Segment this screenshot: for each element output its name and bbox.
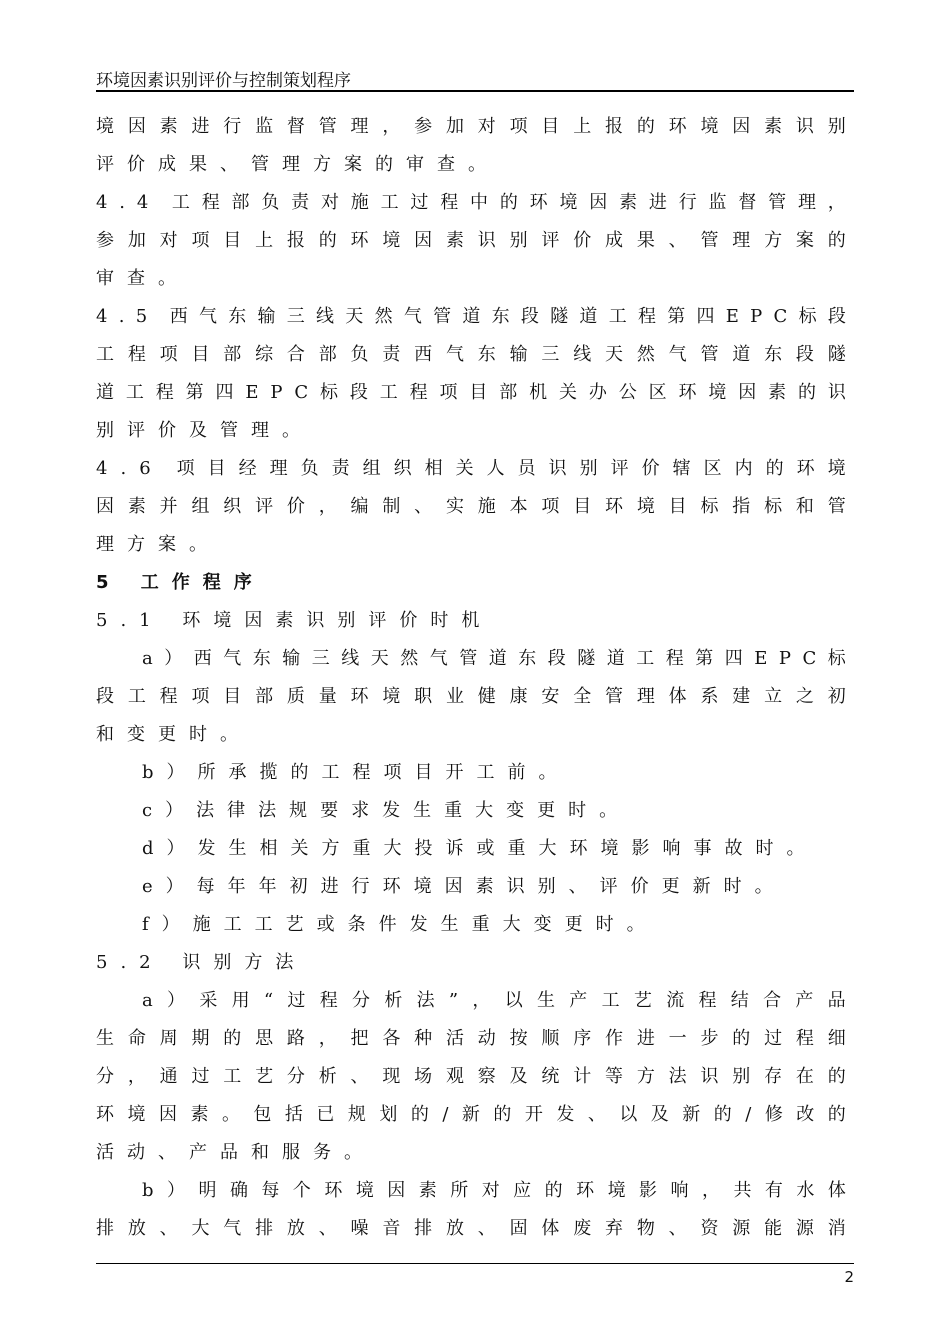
list-item-f: f）施工工艺或条件发生重大变更时。 — [142, 914, 658, 935]
section-4-6: 4 . 6 项 目 经 理 负 责 组 织 相 关 人 员 识 别 评 价 辖 区 内 的 环 境 — [96, 458, 846, 479]
text-line: 分 ， 通 过 工 艺 分 析 、 现 场 观 察 及 统 计 等 方 法 识 别 存 在 的 — [96, 1066, 846, 1087]
text-line: 生 命 周 期 的 思 路 ， 把 各 种 活 动 按 顺 序 作 进 一 步 的 过 程 细 — [96, 1028, 846, 1049]
text-line: 排 放 、 大 气 排 放 、 噪 音 排 放 、 固 体 废 弃 物 、 资 源 能 源 消 — [96, 1218, 846, 1239]
section-4-5: 4 . 5 西 气 东 输 三 线 天 然 气 管 道 东 段 隧 道 工 程 第 四 E P C 标 段 — [96, 306, 846, 327]
text-line: 环 境 因 素 。 包 括 已 规 划 的 / 新 的 开 发 、 以 及 新 的 / 修 改 的 — [96, 1104, 846, 1125]
document-body — [96, 108, 846, 1248]
text-line: 境 因 素 进 行 监 督 管 理 ， 参 加 对 项 目 上 报 的 环 境 因 素 识 别 — [96, 116, 846, 137]
text-line: 别评价及管理。 — [96, 420, 313, 441]
text-line: 评价成果、管理方案的审查。 — [96, 154, 499, 175]
text-line: 活动、产品和服务。 — [96, 1142, 375, 1163]
text-line: 工 程 项 目 部 综 合 部 负 责 西 气 东 输 三 线 天 然 气 管 道 东 段 隧 — [96, 344, 846, 365]
text-line: 理方案。 — [96, 534, 220, 555]
text-line: 段 工 程 项 目 部 质 量 环 境 职 业 健 康 安 全 管 理 体 系 建 立 之 初 — [96, 686, 846, 707]
text-line: 审查。 — [96, 268, 189, 289]
text-line: 和变更时。 — [96, 724, 251, 745]
text-line: 道 工 程 第 四 E P C 标 段 工 程 项 目 部 机 关 办 公 区 环 境 因 素 的 识 — [96, 382, 846, 403]
list-item-b: b）所承揽的工程项目开工前。 — [142, 762, 570, 783]
page-number: 2 — [844, 1268, 854, 1286]
section-4-4: 4 . 4 工 程 部 负 责 对 施 工 过 程 中 的 环 境 因 素 进 行 监 督 管 理 ， — [96, 192, 846, 213]
list-item-e: e）每年年初进行环境因素识别、评价更新时。 — [142, 876, 786, 897]
text-line: 因 素 并 组 织 评 价 ， 编 制 、 实 施 本 项 目 环 境 目 标 指 标 和 管 — [96, 496, 846, 517]
list-item-c: c）法律法规要求发生重大变更时。 — [142, 800, 631, 821]
text-line: 参 加 对 项 目 上 报 的 环 境 因 素 识 别 评 价 成 果 、 管 理 方 案 的 — [96, 230, 846, 251]
page-header — [96, 64, 854, 92]
method-item-b: b ） 明 确 每 个 环 境 因 素 所 对 应 的 环 境 影 响 ， 共 有 水 体 — [142, 1180, 846, 1201]
header-title: 环境因素识别评价与控制策划程序 — [96, 71, 351, 91]
section-5-heading: 5 工作程序 — [96, 572, 265, 593]
section-5-1-heading: 5.1 环境因素识别评价时机 — [96, 610, 493, 631]
method-item-a: a ） 采 用 “ 过 程 分 析 法 ” ， 以 生 产 工 艺 流 程 结 合 产 品 — [142, 990, 846, 1011]
list-item-a: a ） 西 气 东 输 三 线 天 然 气 管 道 东 段 隧 道 工 程 第 四 E P C 标 — [142, 648, 846, 669]
section-5-2-heading: 5.2 识别方法 — [96, 952, 307, 973]
list-item-d: d）发生相关方重大投诉或重大环境影响事故时。 — [142, 838, 818, 859]
page-footer — [96, 1263, 854, 1286]
